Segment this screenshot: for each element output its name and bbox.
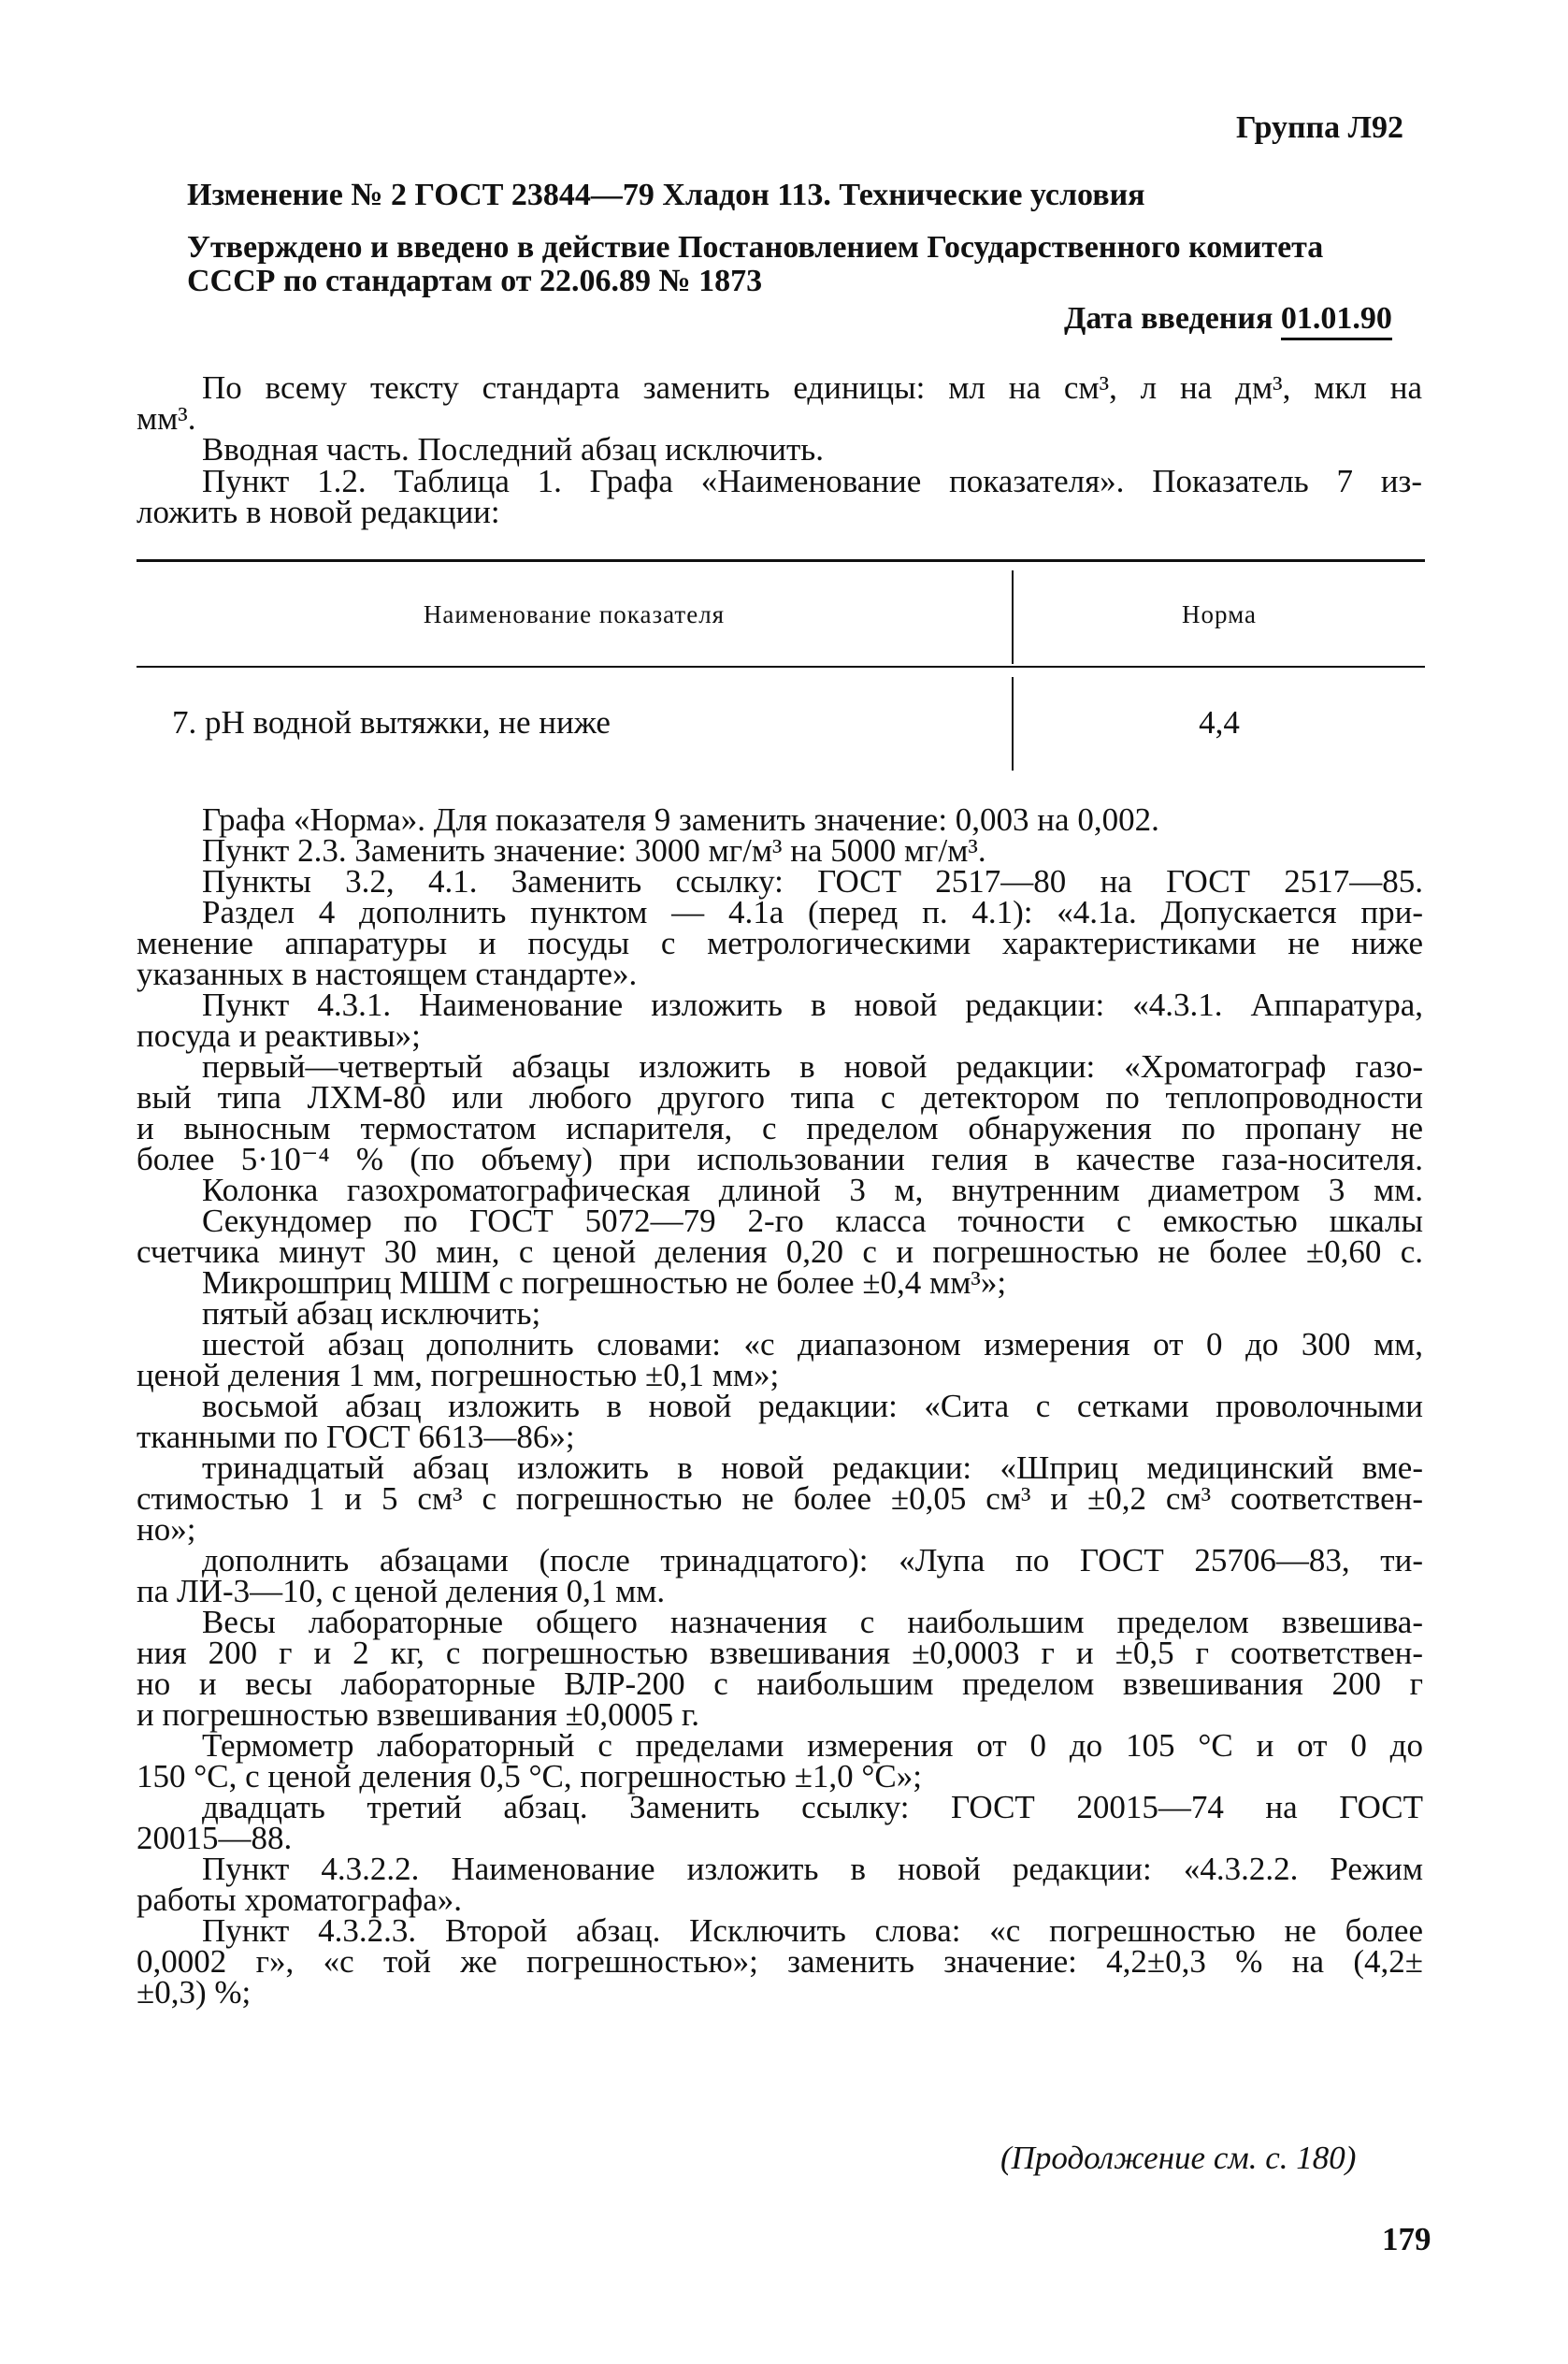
intro-date (1064, 301, 1392, 337)
body-line: но»; (137, 1511, 196, 1548)
approval-line-1: Утверждено и введено в действие Постановлением Государственного комитета (187, 230, 1324, 265)
body-line: пятый абзац исключить; (202, 1295, 541, 1332)
body-line: дополнить абзацами (после тринадцатого): «Лупа по ГОСТ 25706—83, ти- (202, 1542, 1423, 1578)
body-line: Термометр лабораторный с пределами измерения от 0 до 105 °С и от 0 до (202, 1727, 1423, 1764)
body-line: посуда и реактивы»; (137, 1017, 421, 1054)
table-row-norm: 4,4 (1199, 704, 1240, 741)
document-title: Изменение № 2 ГОСТ 23844—79 Хладон 113. Технические условия (187, 178, 1145, 212)
body-line: двадцать третий абзац. Заменить ссылку: ГОСТ 20015—74 на ГОСТ (202, 1789, 1423, 1825)
body-line: 150 °С, с ценой деления 0,5 °С, погрешностью ±1,0 °С»; (137, 1758, 922, 1795)
body-line: шестой абзац дополнить словами: «с диапазоном измерения от 0 до 300 мм, (202, 1326, 1423, 1362)
intro-date-label: Дата введения (1064, 301, 1273, 336)
intro-p1-line1: По всему тексту стандарта заменить единицы: мл на см³, л на дм³, мкл на (202, 369, 1422, 406)
body-line: Раздел 4 дополнить пунктом — 4.1а (перед п. 4.1): «4.1а. Допускается при- (202, 894, 1423, 930)
intro-p3-line1: Пункт 1.2. Таблица 1. Графа «Наименование показателя». Показатель 7 из- (202, 463, 1422, 499)
body-line: и выносным термостатом испарителя, с пределом обнаружения по пропану не (137, 1110, 1423, 1146)
body-line: стимостью 1 и 5 см³ с погрешностью не более ±0,05 см³ и ±0,2 см³ соответствен- (137, 1480, 1423, 1517)
body-line: тканными по ГОСТ 6613—86»; (137, 1419, 575, 1455)
body-line: Микрошприц МШМ с погрешностью не более ±0,4 мм³»; (202, 1264, 1007, 1301)
body-line: ния 200 г и 2 кг, с погрешностью взвешивания ±0,0003 г и ±0,5 г соответствен- (137, 1635, 1423, 1671)
body-line: и погрешностью взвешивания ±0,0005 г. (137, 1696, 700, 1733)
body-line: 20015—88. (137, 1820, 293, 1856)
body-line: первый—четвертый абзацы изложить в новой редакции: «Хроматограф газо- (202, 1048, 1423, 1085)
body-line: тринадцатый абзац изложить в новой редакции: «Шприц медицинский вме- (202, 1449, 1423, 1486)
table-header-rule (137, 666, 1425, 668)
approval-line-2: СССР по стандартам от 22.06.89 № 1873 (187, 264, 763, 298)
body-line: но и весы лабораторные ВЛР-200 с наибольшим пределом взвешивания 200 г (137, 1665, 1423, 1702)
body-line: ±0,3) %; (137, 1974, 252, 2011)
body-line: Пункты 3.2, 4.1. Заменить ссылку: ГОСТ 2517—80 на ГОСТ 2517—85. (202, 863, 1423, 900)
intro-p2: Вводная часть. Последний абзац исключить. (202, 431, 825, 468)
body-line: Пункт 4.3.1. Наименование изложить в новой редакции: «4.3.1. Аппаратура, (202, 987, 1423, 1023)
body-line: указанных в настоящем стандарте». (137, 956, 638, 992)
body-line: Секундомер по ГОСТ 5072—79 2-го класса точности с емкостью шкалы (202, 1203, 1423, 1239)
body-line: работы хроматографа». (137, 1881, 463, 1918)
body-line: 0,0002 г», «с той же погрешностью»; заменить значение: 4,2±0,3 % на (4,2± (137, 1943, 1423, 1980)
body-line: восьмой абзац изложить в новой редакции: «Сита с сетками проволочными (202, 1388, 1423, 1424)
body-line: Графа «Норма». Для показателя 9 заменить значение: 0,003 на 0,002. (202, 801, 1159, 838)
body-line: Пункт 4.3.2.2. Наименование изложить в новой редакции: «4.3.2.2. Режим (202, 1851, 1423, 1887)
continuation-note: (Продолжение см. с. 180) (1000, 2140, 1357, 2176)
body-line: более 5·10⁻⁴ % (по объему) при использовании гелия в качестве газа-носителя. (137, 1141, 1423, 1177)
body-line: Пункт 2.3. Заменить значение: 3000 мг/м³ на 5000 мг/м³. (202, 832, 986, 869)
intro-date-value: 01.01.90 (1281, 301, 1392, 340)
body-line: вый типа ЛХМ-80 или любого другого типа с детектором по теплопроводности (137, 1079, 1423, 1116)
body-line: па ЛИ-3—10, с ценой деления 0,1 мм. (137, 1573, 666, 1609)
body-line: счетчика минут 30 мин, с ценой деления 0,20 с и погрешностью не более ±0,60 с. (137, 1233, 1423, 1270)
intro-line-1 (202, 369, 1422, 406)
intro-p3-line2: ложить в новой редакции: (137, 494, 500, 530)
table-row-name: 7. pH водной вытяжки, не ниже (172, 704, 611, 741)
intro-p1-line2: мм³. (137, 400, 196, 437)
table-top-rule (137, 559, 1425, 562)
body-line: Пункт 4.3.2.3. Второй абзац. Исключить слова: «с погрешностью не более (202, 1912, 1423, 1949)
table-header-name: Наименование показателя (423, 600, 726, 628)
table-header-norm: Норма (1182, 600, 1257, 628)
body-line: менение аппаратуры и посуды с метрологическими характеристиками не ниже (137, 925, 1423, 961)
body-line: Весы лабораторные общего назначения с наибольшим пределом взвешива- (202, 1604, 1423, 1640)
body-line: ценой деления 1 мм, погрешностью ±0,1 мм»; (137, 1357, 780, 1393)
page-number: 179 (1382, 2221, 1431, 2257)
group-code: Группа Л92 (1236, 110, 1403, 145)
body-line: Колонка газохроматографическая длиной 3 м, внутренним диаметром 3 мм. (202, 1172, 1423, 1208)
intro-line-3 (202, 463, 1422, 499)
